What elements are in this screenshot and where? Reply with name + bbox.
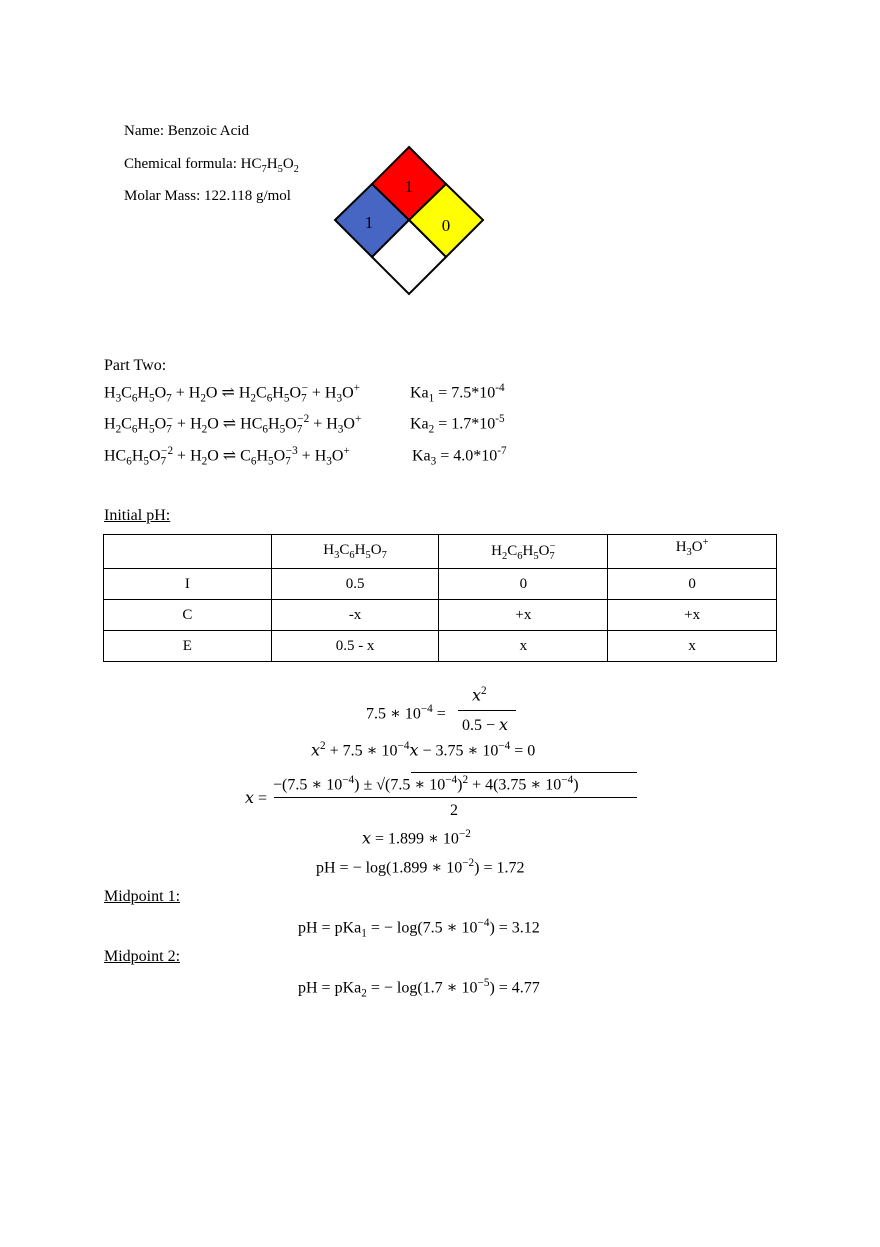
initial-ph-result: pH = − log(1.899 ∗ $10^{-2}) = 1.72$ — [316, 857, 525, 877]
nfpa-diamond — [330, 143, 492, 299]
row-label: C — [104, 600, 272, 631]
compound-name: Name: Benzoic Acid — [124, 123, 249, 139]
nfpa-health-value: 1 — [364, 213, 374, 232]
table-cell: x — [608, 631, 777, 662]
part-two-title: Part Two: — [104, 357, 167, 374]
chemical-formula: Chemical formula: $HC_7H_5O_2$ — [124, 156, 299, 175]
nfpa-instability-value: 0 — [441, 216, 451, 235]
quadratic-lhs: x = — [245, 788, 268, 807]
equation-1-denominator: 0.5 − x — [462, 715, 509, 734]
initial-ph-title: Initial pH: — [104, 507, 171, 524]
equation-1-fraction-bar — [458, 710, 516, 711]
ka3-value: $Ka_3 = 4.0*10^{-7}$ — [412, 445, 507, 468]
ka1-value: $Ka_1 = 7.5*10^{-4}$ — [410, 382, 505, 405]
table-header-row — [104, 535, 777, 569]
table-row — [104, 600, 777, 631]
table-cell: 0 — [608, 569, 777, 600]
reaction-2: $H_2C_6H_5O_7^- + H_2O$ ⇌ $HC_6H_5O_7^{-2} + H_3O^+$ — [104, 413, 362, 436]
midpoint-1-title: Midpoint 1: — [104, 888, 181, 905]
table-cell: x — [439, 631, 608, 662]
reaction-1: $H_3C_6H_5O_7 + H_2O$ ⇌ $H_2C_6H_5O_7^- + H_3O^+$ — [104, 382, 360, 405]
table-cell: -x — [271, 600, 439, 631]
table-cell: +x — [439, 600, 608, 631]
nfpa-flammability-value: 1 — [404, 177, 414, 196]
quadratic-fraction-bar — [274, 797, 637, 798]
table-header-blank — [104, 535, 272, 569]
table-header-h3c6h5o7: $H_3C_6H_5O_7$ — [271, 535, 439, 569]
molar-mass: Molar Mass: 122.118 g/mol — [124, 188, 291, 204]
equation-1-lhs: 7.5 ∗ $10^{-4}$ = — [366, 703, 446, 723]
table-row — [104, 631, 777, 662]
row-label: I — [104, 569, 272, 600]
quadratic-numerator: −(7.5 ∗ $10^{-4}) \pm √(7.5$ ∗ $10^{-4})^2 + 4(3.75$ ∗ $10^{-4}$) — [273, 774, 579, 794]
table-cell: +x — [608, 600, 777, 631]
table-row — [104, 569, 777, 600]
equation-1-numerator: $x^2$ — [472, 685, 487, 705]
ka2-value: $Ka_2 = 1.7*10^{-5}$ — [410, 413, 505, 436]
ice-table — [103, 534, 777, 662]
table-cell: 0 — [439, 569, 608, 600]
x-result: x = 1.899 ∗ $10^{-2}$ — [362, 828, 471, 848]
midpoint-2-title: Midpoint 2: — [104, 948, 181, 965]
row-label: E — [104, 631, 272, 662]
reaction-3: $HC_6H_5O_7^{-2} + H_2O$ ⇌ $C_6H_5O_7^{-3} + H_3O^+$ — [104, 445, 350, 468]
table-header-h2c6h5o7: $H_2C_6H_5O_7^-$ — [439, 535, 608, 569]
quadratic-denominator: 2 — [450, 802, 458, 819]
midpoint-1-equation: pH = pKa$_1$ = − log(7.5 ∗ $10^{-4}) = 3.12$ — [298, 917, 540, 940]
equation-2: $x^2 + 7.5$ ∗ $10^{-4}x - 3.75$ ∗ $10^{-4} = 0$ — [311, 740, 536, 760]
table-cell: 0.5 - x — [271, 631, 439, 662]
sqrt-overline — [411, 772, 637, 773]
table-header-h3o: $H_3O^+$ — [608, 535, 777, 569]
table-cell: 0.5 — [271, 569, 439, 600]
midpoint-2-equation: pH = pKa$_2$ = − log(1.7 ∗ $10^{-5}) = 4.77$ — [298, 977, 540, 1000]
